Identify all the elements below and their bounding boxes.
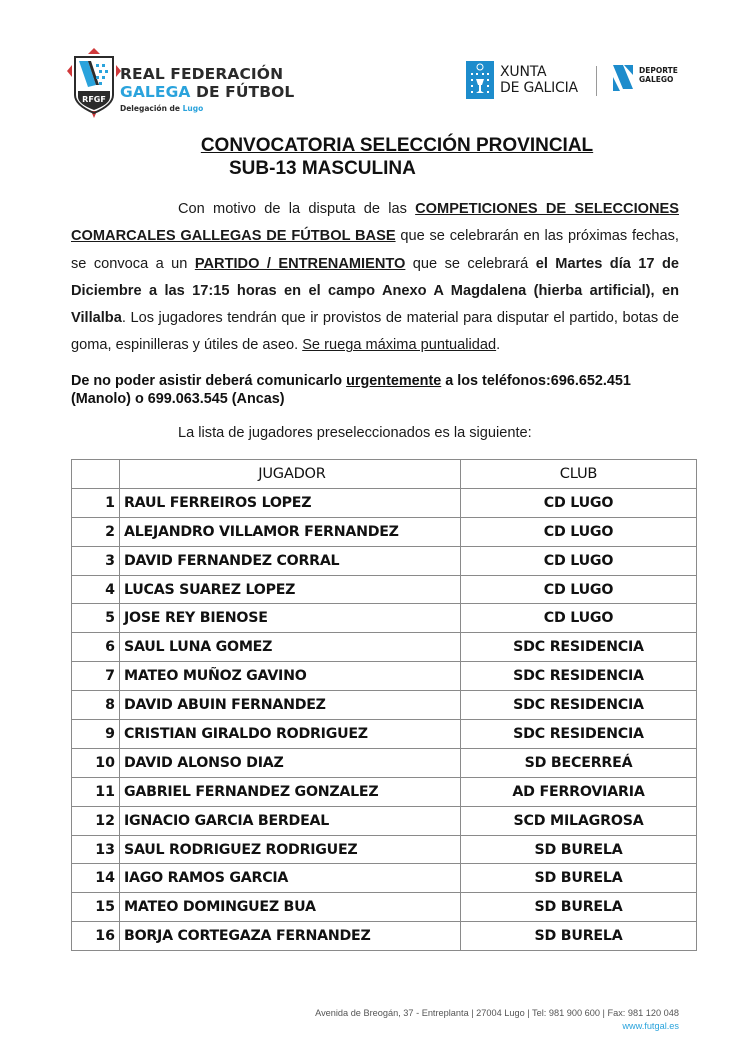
- rfgf-logo: [66, 47, 296, 121]
- convocation-paragraph: [71, 196, 679, 360]
- player-number: 6: [72, 633, 120, 662]
- footer: [275, 1007, 679, 1033]
- player-name: SAUL RODRIGUEZ RODRIGUEZ: [120, 835, 461, 864]
- rfgf-badge-text: RFGF: [82, 95, 106, 104]
- event-date-location: el Martes día 17 de Diciembre a las 17:15 horas en el campo Anexo A Magdalena (hierba artificial), en Villalba: [71, 255, 679, 327]
- header-player: JUGADOR: [120, 460, 461, 489]
- player-club: CD LUGO: [461, 546, 697, 575]
- event-type: PARTIDO / ENTRENAMIENTO: [194, 255, 406, 272]
- rfgf-name-rest: DE FÚTBOL: [190, 83, 295, 101]
- player-number: 3: [72, 546, 120, 575]
- rfgf-delegation: [120, 104, 294, 113]
- player-club: AD FERROVIARIA: [461, 777, 697, 806]
- player-number: 15: [72, 893, 120, 922]
- player-number: 13: [72, 835, 120, 864]
- table-row: [72, 546, 697, 575]
- para-text-4: . Los jugadores tendrán que ir provistos de material para disputar el partido, botas de goma, espinilleras y útiles de aseo.: [71, 310, 679, 354]
- table-row: [72, 488, 697, 517]
- para-text-3: que se celebrará: [405, 255, 536, 272]
- table-row: [72, 864, 697, 893]
- player-name: DAVID ABUIN FERNANDEZ: [120, 691, 461, 720]
- player-club: SD BURELA: [461, 922, 697, 951]
- rfgf-shield-icon: [66, 47, 122, 119]
- table-row: [72, 777, 697, 806]
- player-club: SD BURELA: [461, 893, 697, 922]
- player-name: ALEJANDRO VILLAMOR FERNANDEZ: [120, 517, 461, 546]
- player-number: 11: [72, 777, 120, 806]
- para-text-5: .: [496, 337, 501, 354]
- player-number: 2: [72, 517, 120, 546]
- player-club: SD BURELA: [461, 835, 697, 864]
- table-row: [72, 575, 697, 604]
- player-number: 16: [72, 922, 120, 951]
- table-row: [72, 720, 697, 749]
- rfgf-delegation-city: Lugo: [182, 104, 204, 113]
- table-row: [72, 691, 697, 720]
- table-header-row: [72, 460, 697, 489]
- player-number: 1: [72, 488, 120, 517]
- player-club: CD LUGO: [461, 575, 697, 604]
- player-number: 7: [72, 662, 120, 691]
- notice-urgent: urgentemente: [346, 373, 442, 389]
- table-row: [72, 835, 697, 864]
- document-title: CONVOCATORIA SELECCIÓN PROVINCIAL: [200, 135, 594, 156]
- contact-notice: [71, 372, 691, 408]
- header-number: [72, 460, 120, 489]
- player-club: SCD MILAGROSA: [461, 806, 697, 835]
- rfgf-delegation-prefix: Delegación de: [120, 104, 183, 113]
- player-number: 5: [72, 604, 120, 633]
- player-club: SD BURELA: [461, 864, 697, 893]
- player-name: BORJA CORTEGAZA FERNANDEZ: [120, 922, 461, 951]
- table-row: [72, 806, 697, 835]
- player-name: DAVID FERNANDEZ CORRAL: [120, 546, 461, 575]
- player-name: SAUL LUNA GOMEZ: [120, 633, 461, 662]
- logo-divider: [596, 66, 597, 96]
- rfgf-name-accent: GALEGA: [120, 83, 191, 101]
- deporte-line1: DEPORTE: [639, 66, 678, 75]
- list-intro: La lista de jugadores preseleccionados es la siguiente:: [178, 425, 532, 441]
- document-subtitle: SUB-13 MASCULINA: [229, 158, 416, 179]
- player-name: JOSE REY BIENOSE: [120, 604, 461, 633]
- table-row: [72, 604, 697, 633]
- player-name: DAVID ALONSO DIAZ: [120, 748, 461, 777]
- table-row: [72, 662, 697, 691]
- deporte-galego-mark-icon: [611, 63, 635, 93]
- table-row: [72, 633, 697, 662]
- footer-website-link[interactable]: www.futgal.es: [622, 1021, 679, 1031]
- rfgf-name-line2: [120, 83, 294, 101]
- xunta-emblem-icon: [466, 61, 494, 99]
- player-name: CRISTIAN GIRALDO RODRIGUEZ: [120, 720, 461, 749]
- notice-text-1: De no poder asistir deberá comunicarlo: [71, 373, 347, 389]
- player-club: SDC RESIDENCIA: [461, 633, 697, 662]
- player-name: GABRIEL FERNANDEZ GONZALEZ: [120, 777, 461, 806]
- rfgf-name-line1: REAL FEDERACIÓN: [120, 65, 284, 83]
- player-name: MATEO MUÑOZ GAVINO: [120, 662, 461, 691]
- deporte-galego-logo: [611, 63, 701, 97]
- table-row: [72, 517, 697, 546]
- header-club: CLUB: [461, 460, 697, 489]
- player-club: SDC RESIDENCIA: [461, 691, 697, 720]
- player-club: CD LUGO: [461, 517, 697, 546]
- player-club: SD BECERREÁ: [461, 748, 697, 777]
- player-club: CD LUGO: [461, 604, 697, 633]
- table-row: [72, 893, 697, 922]
- player-number: 10: [72, 748, 120, 777]
- player-club: CD LUGO: [461, 488, 697, 517]
- player-name: LUCAS SUAREZ LOPEZ: [120, 575, 461, 604]
- players-table: [71, 459, 697, 951]
- deporte-line2: GALEGO: [639, 75, 674, 84]
- player-number: 8: [72, 691, 120, 720]
- table-row: [72, 748, 697, 777]
- player-name: MATEO DOMINGUEZ BUA: [120, 893, 461, 922]
- player-number: 4: [72, 575, 120, 604]
- player-number: 12: [72, 806, 120, 835]
- para-text-2: que se celebrarán en las próximas fechas, se convoca a un: [71, 228, 679, 272]
- player-name: IAGO RAMOS GARCIA: [120, 864, 461, 893]
- xunta-line1: XUNTA: [500, 64, 547, 80]
- player-number: 14: [72, 864, 120, 893]
- player-club: SDC RESIDENCIA: [461, 662, 697, 691]
- footer-address: Avenida de Breogán, 37 - Entreplanta | 27004 Lugo | Tel: 981 900 600 | Fax: 981 120 048: [315, 1008, 679, 1018]
- table-row: [72, 922, 697, 951]
- player-number: 9: [72, 720, 120, 749]
- xunta-text: [500, 64, 578, 96]
- competition-name: COMPETICIONES DE SELECCIONES COMARCALES GALLEGAS DE FÚTBOL BASE: [71, 201, 679, 245]
- para-text-1: Con motivo de la disputa de las: [178, 201, 416, 217]
- notice-phones: a los teléfonos:696.652.451 (Manolo) o 699.063.545 (Ancas): [71, 373, 631, 407]
- player-name: RAUL FERREIROS LOPEZ: [120, 488, 461, 517]
- xunta-logo: [466, 61, 586, 99]
- punctuality-note: Se ruega máxima puntualidad: [302, 337, 497, 354]
- player-name: IGNACIO GARCIA BERDEAL: [120, 806, 461, 835]
- xunta-line2: DE GALICIA: [500, 80, 578, 96]
- player-club: SDC RESIDENCIA: [461, 720, 697, 749]
- deporte-galego-text: [639, 66, 678, 84]
